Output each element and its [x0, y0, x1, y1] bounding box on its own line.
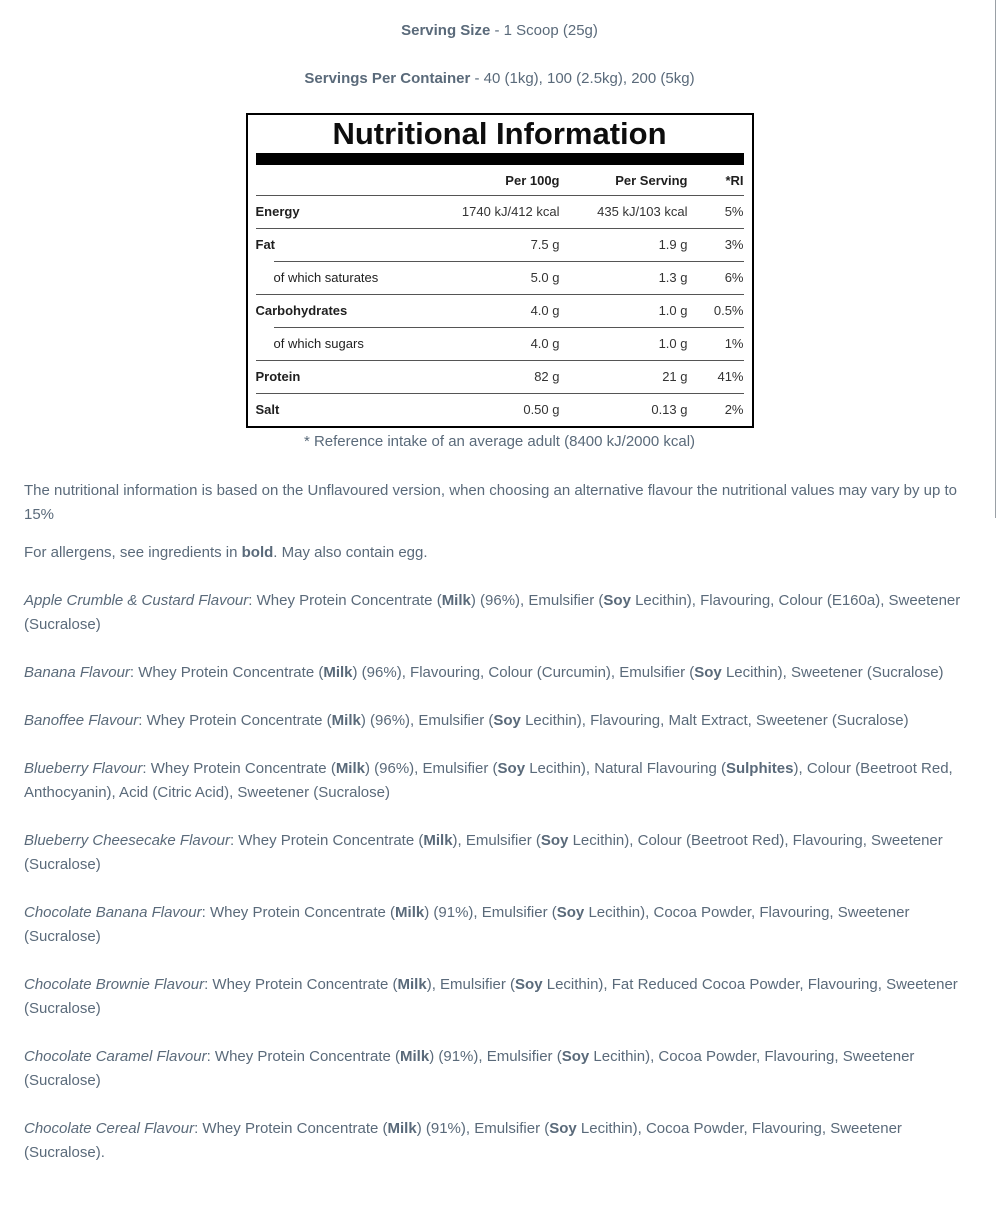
flavour-name: Blueberry Flavour — [24, 760, 143, 777]
text-segment: Lecithin), Colour (Beetroot Red), Flavouring, Sweetener (Sucralose) — [24, 832, 943, 873]
ingredient-paragraph — [24, 829, 975, 877]
text-segment: ), Emulsifier ( — [426, 976, 516, 993]
allergen-bold-text: Milk — [387, 1120, 417, 1137]
text-segment: ) (96%), Emulsifier ( — [470, 592, 604, 609]
flavour-name: Apple Crumble & Custard Flavour — [24, 592, 249, 609]
text-segment: ), Colour (Beetroot Red, Anthocyanin), Acid (Citric Acid), Sweetener (Sucralose) — [24, 760, 953, 801]
notes-section — [24, 479, 975, 565]
row-label: Energy — [255, 204, 300, 219]
flavour-name: Banana Flavour — [24, 664, 130, 681]
text-segment: Lecithin), Cocoa Powder, Flavouring, Sweetener (Sucralose) — [24, 904, 910, 945]
text-segment: : Whey Protein Concentrate ( — [229, 832, 424, 849]
allergen-bold-text: Milk — [335, 760, 365, 777]
text-segment: Lecithin), Flavouring, Malt Extract, Sweetener (Sucralose) — [520, 712, 909, 729]
flavour-name: Chocolate Cereal Flavour — [24, 1120, 195, 1137]
value-reference-intake: 0.5% — [713, 303, 744, 318]
text-segment: Lecithin), Cocoa Powder, Flavouring, Sweetener (Sucralose). — [24, 1120, 902, 1161]
text-segment: : Whey Protein Concentrate ( — [248, 592, 442, 609]
text-segment: The nutritional information is based on the Unflavoured version, when choosing an alternative flavour the nutritional values may vary by up to 15% — [24, 482, 958, 523]
value-per-100g: 4.0 g — [530, 336, 560, 351]
value-reference-intake: 6% — [724, 270, 744, 285]
note-paragraph — [24, 479, 975, 527]
allergen-bold-text: Milk — [323, 664, 353, 681]
table-row — [248, 261, 752, 294]
flavour-name: Blueberry Cheesecake Flavour — [24, 832, 230, 849]
value-per-serving: 1.0 g — [658, 336, 688, 351]
allergen-bold-text: Soy — [515, 976, 543, 993]
servings-per-container-line — [0, 70, 999, 88]
ingredients-section — [24, 589, 975, 1165]
text-segment: : Whey Protein Concentrate ( — [138, 712, 332, 729]
text-segment: : Whey Protein Concentrate ( — [129, 664, 324, 681]
text-segment: ), Emulsifier ( — [452, 832, 541, 849]
table-row — [248, 393, 752, 426]
table-row — [248, 195, 752, 228]
text-segment: ) (96%), Flavouring, Colour (Curcumin), Emulsifier ( — [352, 664, 695, 681]
text-segment: For allergens, see ingredients in — [24, 544, 242, 561]
allergen-bold-text: Soy — [556, 904, 585, 921]
serving-size-line — [0, 0, 999, 40]
value-per-100g: 82 g — [534, 369, 560, 384]
text-segment: ) (91%), Emulsifier ( — [424, 904, 557, 921]
value-per-serving: 0.13 g — [651, 402, 688, 417]
allergen-bold-text: Soy — [497, 760, 526, 777]
flavour-name: Chocolate Caramel Flavour — [24, 1048, 207, 1065]
flavour-name: Chocolate Banana Flavour — [24, 904, 202, 921]
text-segment: ) (96%), Emulsifier ( — [360, 712, 494, 729]
allergen-bold-text: Milk — [397, 976, 427, 993]
servings-per-container-value: - 40 (1kg), 100 (2.5kg), 200 (5kg) — [470, 70, 695, 87]
text-segment: ) (96%), Emulsifier ( — [365, 760, 498, 777]
allergen-bold-text: Soy — [540, 832, 569, 849]
allergen-bold-text: Milk — [400, 1048, 430, 1065]
text-segment: ) (91%), Emulsifier ( — [416, 1120, 550, 1137]
table-row — [248, 360, 752, 393]
allergen-bold-text: Soy — [694, 664, 722, 681]
text-segment: Lecithin), Cocoa Powder, Flavouring, Sweetener (Sucralose) — [24, 1048, 915, 1089]
table-body — [248, 195, 752, 426]
text-segment: : Whey Protein Concentrate ( — [206, 1048, 400, 1065]
text-segment: ) (91%), Emulsifier ( — [429, 1048, 562, 1065]
value-reference-intake: 2% — [724, 402, 744, 417]
allergen-bold-text: Milk — [441, 592, 471, 609]
allergen-bold-text: Soy — [549, 1120, 577, 1137]
text-segment: Lecithin), Flavouring, Colour (E160a), Sweetener (Sucralose) — [24, 592, 961, 633]
serving-size-value: - 1 Scoop (25g) — [490, 22, 598, 39]
value-per-serving: 1.9 g — [658, 237, 688, 252]
table-divider-bar — [256, 153, 744, 165]
value-per-100g: 4.0 g — [530, 303, 560, 318]
value-reference-intake: 1% — [724, 336, 744, 351]
value-reference-intake: 5% — [724, 204, 744, 219]
text-segment: Lecithin), Natural Flavouring ( — [525, 760, 726, 777]
flavour-name: Banoffee Flavour — [24, 712, 139, 729]
column-header-per-serving: Per Serving — [615, 172, 688, 188]
nutrition-table — [246, 113, 754, 428]
text-segment: : Whey Protein Concentrate ( — [201, 904, 396, 921]
value-per-serving: 1.3 g — [658, 270, 688, 285]
allergen-bold-text: Milk — [331, 712, 361, 729]
allergen-bold-text: Soy — [493, 712, 521, 729]
row-label: Salt — [255, 402, 280, 417]
table-row — [248, 228, 752, 261]
flavour-name: Chocolate Brownie Flavour — [24, 976, 205, 993]
row-label: Fat — [255, 237, 275, 252]
value-per-100g: 1740 kJ/412 kcal — [461, 204, 560, 219]
value-per-serving: 21 g — [662, 369, 688, 384]
value-per-100g: 0.50 g — [523, 402, 560, 417]
table-row — [248, 294, 752, 327]
note-paragraph — [24, 541, 975, 565]
ingredient-paragraph — [24, 757, 975, 805]
allergen-bold-text: Milk — [423, 832, 453, 849]
right-edge-divider — [995, 0, 996, 518]
text-segment: . May also contain egg. — [273, 544, 428, 561]
row-label: of which saturates — [273, 270, 379, 285]
value-reference-intake: 3% — [724, 237, 744, 252]
allergen-bold-text: Soy — [603, 592, 631, 609]
ingredient-paragraph — [24, 973, 975, 1021]
allergen-bold-text: bold — [241, 544, 274, 561]
servings-per-container-label: Servings Per Container — [304, 70, 471, 87]
table-row — [248, 327, 752, 360]
allergen-bold-text: Soy — [561, 1048, 590, 1065]
column-header-per-100g: Per 100g — [505, 172, 560, 188]
text-segment: : Whey Protein Concentrate ( — [204, 976, 398, 993]
text-segment: Lecithin), Sweetener (Sucralose) — [721, 664, 944, 681]
value-per-serving: 435 kJ/103 kcal — [597, 204, 688, 219]
serving-size-label: Serving Size — [401, 22, 491, 39]
allergen-bold-text: Milk — [395, 904, 425, 921]
row-label: Protein — [255, 369, 301, 384]
ingredient-paragraph — [24, 1117, 975, 1165]
row-label: of which sugars — [273, 336, 364, 351]
value-per-serving: 1.0 g — [658, 303, 688, 318]
ingredient-paragraph — [24, 661, 975, 685]
column-header-reference-intake: *RI — [725, 172, 744, 188]
allergen-bold-text: Sulphites — [725, 760, 794, 777]
text-segment: Lecithin), Fat Reduced Cocoa Powder, Flavouring, Sweetener (Sucralose) — [24, 976, 958, 1017]
value-reference-intake: 41% — [717, 369, 744, 384]
description-content — [24, 479, 975, 1165]
nutrition-table-title: Nutritional Information — [332, 116, 667, 151]
ingredient-paragraph — [24, 709, 975, 733]
table-footnote: * Reference intake of an average adult (8400 kJ/2000 kcal) — [303, 433, 696, 450]
ingredient-paragraph — [24, 589, 975, 637]
ingredient-paragraph — [24, 901, 975, 949]
table-header-row — [248, 165, 752, 195]
value-per-100g: 5.0 g — [530, 270, 560, 285]
ingredient-paragraph — [24, 1045, 975, 1093]
row-label: Carbohydrates — [255, 303, 348, 318]
text-segment: : Whey Protein Concentrate ( — [194, 1120, 388, 1137]
text-segment: : Whey Protein Concentrate ( — [142, 760, 336, 777]
value-per-100g: 7.5 g — [530, 237, 560, 252]
